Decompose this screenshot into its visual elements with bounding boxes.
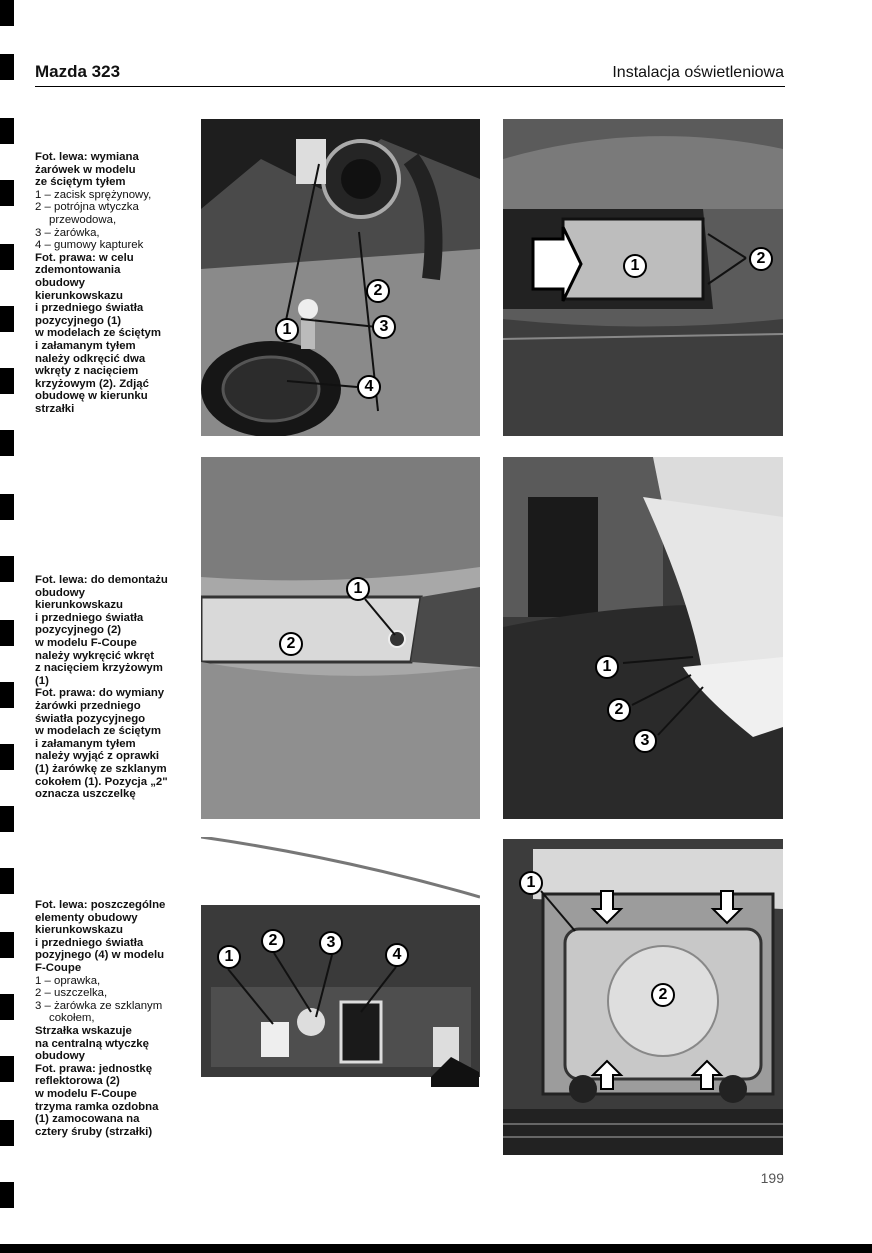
caption-line: 1 – zacisk sprężynowy, (35, 188, 152, 201)
caption-line: 3 – żarówka, (35, 226, 100, 239)
caption-line: i przedniego światła (35, 936, 144, 949)
callout-3: 3 (633, 729, 657, 753)
caption-line: i przedniego światła (35, 302, 144, 315)
callout-4: 4 (385, 943, 409, 967)
caption-line: cztery śruby (strzałki) (35, 1125, 153, 1138)
caption-line: (1) żarówkę ze szklanym (35, 762, 167, 775)
section-title: Instalacja oświetleniowa (612, 64, 784, 81)
binding-mark (0, 244, 14, 270)
caption-line: Strzałka wskazuje (35, 1024, 132, 1037)
caption-line: pozycyjnego (2) (35, 624, 122, 637)
caption-line: krzyżowym (2). Zdjąć (35, 377, 149, 390)
caption-line: pozycyjnego (1) (35, 314, 122, 327)
book-title: Mazda 323 (35, 62, 121, 81)
callout-1: 1 (275, 318, 299, 342)
photo-headlamp-unit (503, 839, 783, 1155)
caption-line: 2 – potrójna wtyczka (35, 201, 139, 214)
callout-4: 4 (357, 375, 381, 399)
caption-line: F-Coupe (35, 961, 82, 974)
caption-line: obudowę w kierunku (35, 390, 148, 403)
caption-line: obudowy (35, 1050, 85, 1063)
caption-line: reflektorowa (2) (35, 1075, 120, 1088)
page-bottom-edge (0, 1244, 872, 1253)
callout-3: 3 (372, 315, 396, 339)
caption-line: żarówki przedniego (35, 699, 141, 712)
photo-position-bulb-removal (503, 457, 783, 819)
binding-mark (0, 682, 14, 708)
caption-line: pozyjnego (4) w modelu (35, 949, 165, 962)
binding-mark (0, 932, 14, 958)
binding-mark (0, 868, 14, 894)
caption-line: Fot. prawa: jednostkę (35, 1062, 153, 1075)
caption-line: w modelach ze ściętym (35, 725, 161, 738)
caption-line: trzyma ramka ozdobna (35, 1100, 159, 1113)
binding-mark (0, 430, 14, 456)
binding-marks (0, 0, 14, 1253)
caption-line: Fot. lewa: wymiana (35, 151, 139, 163)
binding-mark (0, 744, 14, 770)
caption-line: (1) (35, 674, 49, 687)
caption-line: obudowy (35, 276, 85, 289)
caption-line: z nacięciem krzyżowym (35, 662, 163, 675)
callout-2: 2 (607, 698, 631, 722)
binding-mark (0, 806, 14, 832)
caption-line: Fot. prawa: do wymiany (35, 687, 165, 700)
caption-line: Fot. lewa: poszczególne (35, 899, 166, 911)
binding-mark (0, 1056, 14, 1082)
caption-line: w modelu F-Coupe (35, 636, 137, 649)
caption-line: w modelu F-Coupe (35, 1087, 137, 1100)
photo-indicator-components (201, 837, 480, 1155)
photo-fcoupe-indicator-screw (201, 457, 480, 819)
callout-2: 2 (261, 929, 285, 953)
binding-mark (0, 1120, 14, 1146)
callout-2: 2 (279, 632, 303, 656)
caption-line: Fot. lewa: do demontażu (35, 574, 168, 586)
binding-mark (0, 556, 14, 582)
callout-1: 1 (217, 945, 241, 969)
caption-line: obudowy (35, 586, 85, 599)
caption-line: żarówek w modelu (35, 163, 136, 176)
caption-line: należy wyjąć z oprawki (35, 750, 160, 763)
caption-row-1 (35, 151, 183, 415)
binding-mark (0, 994, 14, 1020)
caption-line: i przedniego światła (35, 611, 144, 624)
caption-line: wkręty z nacięciem (35, 365, 139, 378)
caption-line: należy wykręcić wkręt (35, 649, 155, 662)
binding-mark (0, 118, 14, 144)
caption-line: 1 – oprawka, (35, 974, 101, 987)
binding-mark (0, 180, 14, 206)
callout-1: 1 (519, 871, 543, 895)
caption-line: 3 – żarówka ze szklanym (35, 999, 163, 1012)
caption-row-2 (35, 574, 183, 801)
caption-line: Fot. prawa: w celu (35, 251, 134, 264)
caption-line: oznacza uszczelkę (35, 788, 136, 801)
caption-line: przewodowa, (49, 213, 117, 226)
caption-line: cokołem (1). Pozycja „2" (35, 775, 168, 788)
binding-mark (0, 306, 14, 332)
caption-line: w modelach ze ściętym (35, 327, 161, 340)
caption-line: kierunkowskazu (35, 924, 123, 937)
binding-mark (0, 54, 14, 80)
photo-bulb-replacement (201, 119, 480, 436)
binding-mark (0, 368, 14, 394)
caption-line: cokołem, (49, 1012, 95, 1025)
caption-line: 2 – uszczelka, (35, 987, 108, 1000)
caption-line: na centralną wtyczkę (35, 1037, 149, 1050)
callout-2: 2 (749, 247, 773, 271)
caption-line: elementy obudowy (35, 911, 138, 924)
callout-1: 1 (346, 577, 370, 601)
callout-2: 2 (651, 983, 675, 1007)
caption-line: należy odkręcić dwa (35, 352, 146, 365)
caption-line: światła pozycyjnego (35, 712, 146, 725)
caption-row-3 (35, 899, 183, 1138)
page-number: 199 (760, 1170, 784, 1186)
caption-line: (1) zamocowana na (35, 1113, 140, 1126)
binding-mark (0, 620, 14, 646)
caption-line: strzałki (35, 402, 75, 415)
callout-3: 3 (319, 931, 343, 955)
caption-line: kierunkowskazu (35, 289, 123, 302)
callout-1: 1 (595, 655, 619, 679)
caption-line: i załamanym tyłem (35, 737, 136, 750)
callout-1: 1 (623, 254, 647, 278)
header-rule (35, 86, 785, 87)
photo-indicator-housing-screws (503, 119, 783, 436)
binding-mark (0, 0, 14, 26)
caption-line: ze ściętym tyłem (35, 176, 126, 189)
caption-line: zdemontowania (35, 264, 121, 277)
binding-mark (0, 1182, 14, 1208)
caption-line: kierunkowskazu (35, 599, 123, 612)
callout-2: 2 (366, 279, 390, 303)
caption-line: i załamanym tyłem (35, 339, 136, 352)
binding-mark (0, 494, 14, 520)
caption-line: 4 – gumowy kapturek (35, 239, 144, 252)
